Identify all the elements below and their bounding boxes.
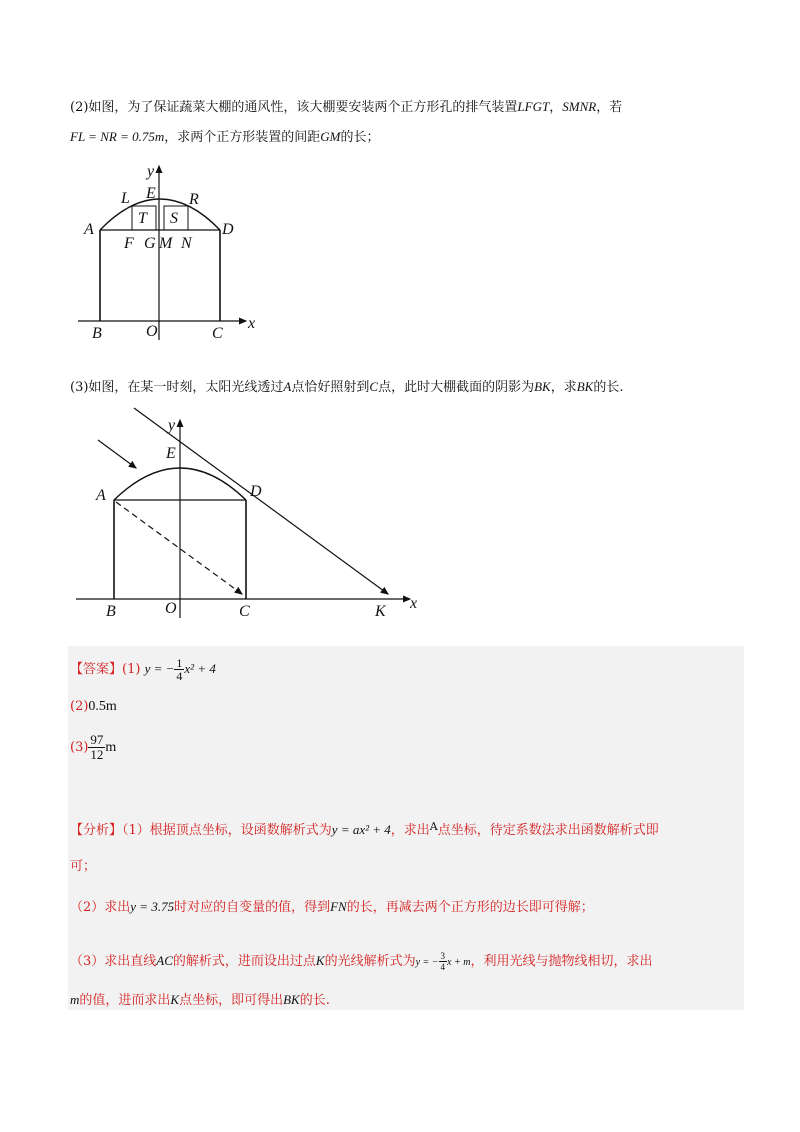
label-b: B: [106, 603, 116, 620]
analysis-p3-denominator: 4: [440, 962, 446, 972]
analysis-p3-eq-b: x + m: [447, 957, 471, 968]
q2-line1: [70, 97, 622, 118]
answer-3-denominator: 12: [90, 747, 104, 762]
answer-1-prefix: (1): [122, 662, 141, 677]
q2-text-end: 的长；: [340, 130, 380, 145]
analysis-p3-var-k: K: [315, 953, 325, 968]
analysis-p4-var-bk: BK: [283, 992, 300, 1007]
label-r: R: [189, 191, 199, 208]
analysis-p1-d: 可；: [70, 859, 97, 874]
label-x: x: [248, 315, 256, 332]
analysis-p3-d: ，利用光线与抛物线相切，求出: [470, 954, 653, 969]
label-d: D: [250, 483, 262, 500]
analysis-p1-equation: y = ax² + 4: [331, 822, 391, 837]
label-c: C: [239, 603, 250, 620]
label-f: F: [124, 235, 134, 252]
q2-var-gm: GM: [320, 129, 341, 144]
q3-text-e: 的长.: [593, 380, 624, 395]
answer-2-prefix: (2): [70, 699, 89, 714]
analysis-p1-var: A: [429, 820, 438, 833]
arch: [100, 199, 220, 230]
label-n: N: [181, 235, 192, 252]
q2-equation: FL = NR = 0.75m: [70, 129, 165, 144]
q2-line2: [70, 127, 379, 148]
label-o: O: [165, 600, 177, 617]
analysis-p3-c: 的光线解析式为: [324, 954, 416, 969]
analysis-line-1b: [70, 857, 96, 877]
analysis-p1-b: ，求出: [390, 823, 430, 838]
answer-1: [70, 656, 216, 683]
analysis-line-1: [70, 817, 659, 841]
figure-2-sunlight-shadow: [70, 406, 430, 628]
q2-end: ，若: [596, 100, 623, 115]
answer-1-fraction: [174, 657, 184, 682]
label-t: T: [138, 210, 147, 227]
analysis-p3-b: 的解析式，进而设出过点: [172, 954, 316, 969]
label-g: G: [144, 235, 156, 252]
analysis-p4-var-m: m: [70, 992, 80, 1007]
sun-ray-k: [134, 408, 388, 594]
answer-3: [70, 730, 116, 766]
answer-1-numerator: 1: [176, 656, 183, 670]
q3-var-c: C: [369, 379, 379, 394]
q3-text-a: (3)如图，在某一时刻，太阳光线透过: [70, 380, 284, 395]
label-k: K: [375, 603, 386, 620]
analysis-p1-c: 点坐标，待定系数法求出函数解析式即: [437, 823, 659, 838]
sun-ray-a: [98, 440, 136, 468]
analysis-p3-numerator: 3: [440, 951, 446, 961]
figure-1-greenhouse-vents: [70, 158, 280, 348]
answer-2: [70, 697, 117, 717]
analysis-p3-eq-a: y = −: [415, 957, 439, 968]
answer-1-rest: x² + 4: [184, 661, 216, 676]
q3-text-b: 点恰好照射到: [291, 380, 370, 395]
analysis-p4-var-k: K: [170, 992, 180, 1007]
label-e: E: [166, 445, 176, 462]
analysis-line-4: [70, 990, 330, 1011]
q2-text-a: (2)如图，为了保证蔬菜大棚的通风性，该大棚要安装两个正方形孔的排气装置: [70, 100, 518, 115]
label-e: E: [146, 185, 156, 202]
analysis-p2-var: FN: [330, 899, 347, 914]
q2-var-lfgt: LFGT: [517, 99, 550, 114]
q3-var-bk: BK: [534, 379, 551, 394]
answer-2-value: 0.5m: [88, 699, 117, 714]
analysis-line-3: [70, 947, 652, 977]
analysis-p4-b: 点坐标，即可得出: [179, 993, 284, 1008]
analysis-p1-a: （1）根据顶点坐标，设函数解析式为: [122, 823, 332, 838]
analysis-p2-a: （2）求出: [70, 900, 131, 915]
label-y: y: [168, 417, 176, 434]
analysis-p2-c: 的长，再减去两个正方形的边长即可得解；: [346, 900, 594, 915]
answer-1-denominator: 4: [176, 669, 183, 683]
q2-text-b: ，求两个正方形装置的间距: [164, 130, 321, 145]
analysis-p3-a: （3）求出直线: [70, 954, 157, 969]
answer-tag: 【答案】: [70, 662, 123, 677]
analysis-tag: 【分析】: [70, 823, 123, 838]
label-d: D: [222, 221, 234, 238]
analysis-p4-c: 的长.: [299, 993, 330, 1008]
analysis-p3-fraction: [439, 951, 448, 972]
analysis-p3-var-ac: AC: [156, 953, 173, 968]
answer-3-numerator: 97: [90, 732, 104, 747]
q3-var-bk-2: BK: [576, 379, 594, 394]
answer-1-lhs: y = −: [144, 661, 175, 676]
q3-text-d: ，求: [550, 380, 577, 395]
label-s: S: [170, 210, 178, 227]
analysis-p2-equation: y = 3.75: [130, 899, 175, 914]
analysis-p4-a: 的值，进而求出: [79, 993, 171, 1008]
q3-text-c: 点，此时大棚截面的阴影为: [378, 380, 535, 395]
label-b: B: [92, 325, 102, 342]
label-y: y: [147, 163, 155, 180]
label-x: x: [410, 595, 418, 612]
q2-var-smnr: SMNR: [562, 99, 597, 114]
q3-line: [70, 377, 623, 398]
answer-3-prefix: (3): [70, 740, 89, 755]
answer-3-unit: m: [105, 740, 117, 755]
q3-var-a: A: [283, 379, 292, 394]
label-m: M: [159, 235, 173, 252]
label-a: A: [84, 221, 94, 238]
label-l: L: [121, 190, 130, 207]
dashed-line-ac: [116, 502, 242, 594]
analysis-line-2: [70, 897, 594, 918]
answer-3-fraction: [88, 733, 105, 762]
label-a: A: [96, 487, 106, 504]
q2-sep: ，: [549, 100, 563, 115]
analysis-p2-b: 时对应的自变量的值，得到: [174, 900, 331, 915]
label-c: C: [212, 325, 223, 342]
label-o: O: [146, 323, 158, 340]
